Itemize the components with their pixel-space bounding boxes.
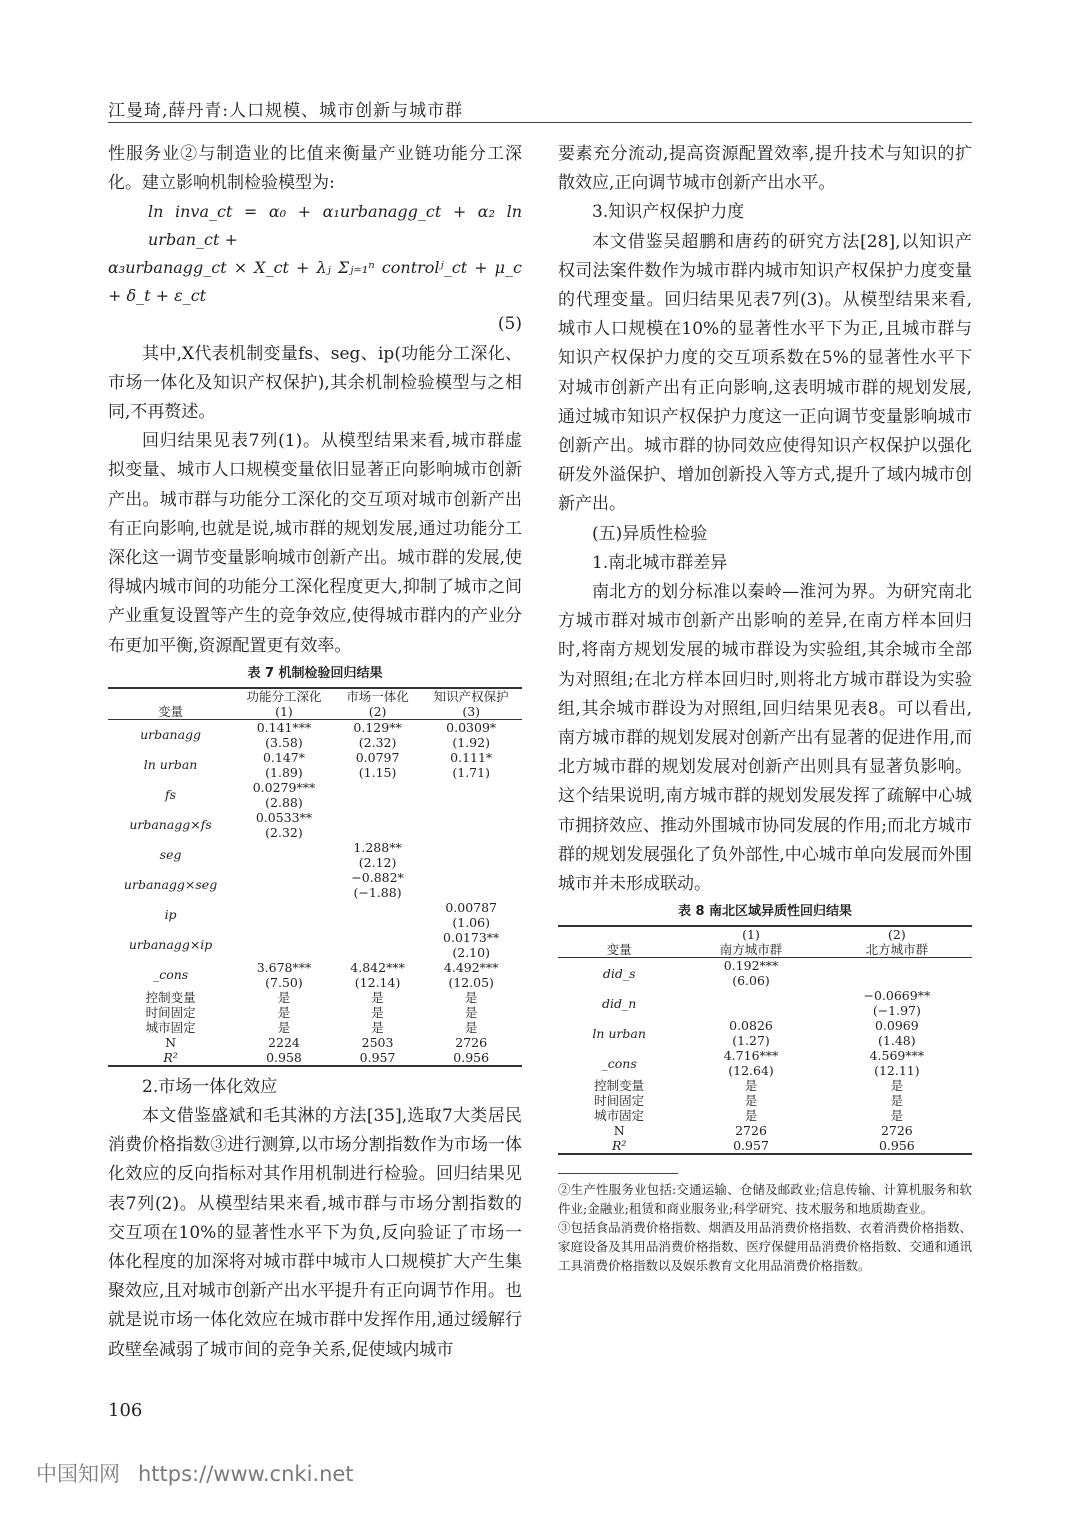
table-header-cell: 变量 xyxy=(108,688,233,720)
table-cell: 0.957 xyxy=(335,1050,421,1066)
row-label: 城市固定 xyxy=(145,1019,196,1035)
table-cell xyxy=(335,930,421,960)
table-row xyxy=(108,990,522,1005)
row-label: ln urban xyxy=(143,757,198,773)
section-heading: 1.南北城市群差异 xyxy=(592,552,728,573)
table-cell: 0.129** (2.32) xyxy=(353,719,402,750)
table-cell: 0.0309* (1.92) xyxy=(446,719,497,750)
table-row xyxy=(558,1138,972,1154)
table-caption: 表 8 南北区域异质性回归结果 xyxy=(677,904,853,920)
table-row xyxy=(558,958,972,989)
table-cell: 是 xyxy=(890,1108,904,1124)
table-cell xyxy=(233,900,335,930)
table-cell xyxy=(233,930,335,960)
table-cell: 0.0533** (2.32) xyxy=(255,809,313,840)
table-cell xyxy=(420,840,522,870)
row-label: _cons xyxy=(601,1055,637,1071)
table-cell: 4.842*** (12.14) xyxy=(350,959,405,990)
table-cell: 是 xyxy=(464,1019,478,1035)
table-row xyxy=(108,780,522,810)
table-header-cell: 知识产权保护 (3) xyxy=(420,688,522,720)
table-cell: 0.0969 (1.48) xyxy=(874,1018,919,1049)
footnote-rule xyxy=(558,1173,678,1174)
table-cell: 0.0279*** (2.88) xyxy=(252,779,316,810)
row-label: 控制变量 xyxy=(145,989,196,1005)
table-cell: 3.678*** (7.50) xyxy=(256,959,312,990)
paragraph: 本文借鉴盛斌和毛其淋的方法[35],选取7大类居民消费价格指数③进行测算,以市场分割指数作为市场一体化效应的反向指标对其作用机制进行检验。回归结果见表7列(2)。从模型结果来看,城市群与市场分割指数的交互项在10%的显著性水平下为负,反向验证了市场一体化程度的加深将对城市群中城市人口规模扩大产生集聚效应,且对城市创新产出水平提升有正向调节作用。也就是说市场一体化效应在城市群中发挥作用,通过缓解行政壁垒减弱了城市间的竞争关系,促使域内城市 xyxy=(108,1106,522,1360)
table-cell: −0.882* (−1.88) xyxy=(351,869,404,900)
table-cell: 0.147* (1.89) xyxy=(262,749,305,780)
paragraph: 其中,X代表机制变量fs、seg、ip(功能分工深化、市场一体化及知识产权保护),其余机制检验模型与之相同,不再赘述。 xyxy=(108,343,522,423)
table-header-cell: (2) 北方城市群 xyxy=(822,926,972,958)
row-label: 时间固定 xyxy=(145,1004,196,1020)
table-row xyxy=(558,988,972,1018)
row-label: 城市固定 xyxy=(594,1108,645,1124)
table-8 xyxy=(558,925,972,1155)
table-row xyxy=(108,870,522,900)
paragraph: 南北方的划分标准以秦岭—淮河为界。为研究南北方城市群对城市创新产出影响的差异,在南方样本回归时,将南方规划发展的城市群设为实验组,其余城市全部为对照组;在北方样本回归时,则将北方城市群设为实验组,其余城市群设为对照组,回归结果见表8。可以看出,南方城市群的规划发展对创新产出有显著的促进作用,而北方城市群的规划发展对创新产出则具有显著负影响。这个结果说明,南方城市群的规划发展发挥了疏解中心城市拥挤效应、推动外围城市协同发展的作用;而北方城市群的规划发展强化了负外部性,中心城市单向发展而外围城市并未形成联动。 xyxy=(558,582,972,895)
table-cell: 0.00787 (1.06) xyxy=(445,899,498,930)
paragraph: 要素充分流动,提高资源配置效率,提升技术与知识的扩散效应,正向调节城市创新产出水平。 xyxy=(558,144,972,194)
table-cell xyxy=(420,810,522,840)
table-cell: 是 xyxy=(744,1078,758,1094)
table-cell: 是 xyxy=(890,1078,904,1094)
row-label: did_n xyxy=(602,995,637,1011)
table-header-cell: (1) 南方城市群 xyxy=(680,926,821,958)
table-cell: 是 xyxy=(277,1004,291,1020)
table-cell: 0.958 xyxy=(233,1050,335,1066)
table-cell xyxy=(335,780,421,810)
row-label: ip xyxy=(164,907,177,923)
table-caption: 表 7 机制检验回归结果 xyxy=(247,665,383,681)
table-row xyxy=(108,719,522,750)
row-label: urbanagg×seg xyxy=(123,877,218,893)
row-label: did_s xyxy=(602,965,636,981)
table-cell xyxy=(335,810,421,840)
table-header-cell: 变量 xyxy=(558,926,680,958)
table-header-cell: 功能分工深化 (1) xyxy=(233,688,335,720)
table-cell xyxy=(680,988,821,1018)
table-cell: −0.0669** (−1.97) xyxy=(863,988,931,1019)
table-row xyxy=(108,1035,522,1050)
running-header: 江曼琦,薛丹青:人口规模、城市创新与城市群 xyxy=(108,101,464,121)
row-label: 控制变量 xyxy=(594,1078,645,1094)
page-number: 106 xyxy=(108,1400,143,1421)
section-heading: (五)异质性检验 xyxy=(592,523,708,544)
table-row xyxy=(558,1123,972,1138)
right-column xyxy=(558,140,972,1275)
formula-line: ln inva_ct = α₀ + α₁urbanagg_ct + α₂ ln urban_ct + xyxy=(148,202,522,250)
table-row xyxy=(108,1005,522,1020)
table-row xyxy=(558,1018,972,1048)
table-cell: 0.957 xyxy=(680,1138,821,1154)
row-label: fs xyxy=(165,787,177,803)
row-label: urbanagg×ip xyxy=(128,937,213,953)
table-cell: 0.956 xyxy=(822,1138,972,1154)
row-label: seg xyxy=(159,847,182,863)
paragraph: 本文借鉴吴超鹏和唐药的研究方法[28],以知识产权司法案件数作为城市群内城市知识产权保护力度变量的代理变量。回归结果见表7列(3)。从模型结果来看,城市人口规模在10%的显著性水平下为正,且城市群与知识产权保护力度的交互项系数在5%的显著性水平下对城市创新产出有正向影响,这表明城市群的规划发展,通过城市知识产权保护力度这一正向调节变量影响城市创新产出。城市群的协同效应使得知识产权保护以强化研发外溢保护、增加创新投入等方式,提升了域内城市创新产出。 xyxy=(558,231,972,515)
table-row xyxy=(108,1050,522,1066)
table-cell: 是 xyxy=(371,989,384,1005)
row-label: _cons xyxy=(152,967,189,983)
table-row xyxy=(558,1048,972,1078)
watermark xyxy=(36,1458,354,1488)
row-label: R² xyxy=(108,1050,233,1066)
table-cell xyxy=(420,870,522,900)
table-cell: 0.0797 (1.15) xyxy=(355,749,400,780)
table-cell: 2503 xyxy=(361,1034,394,1050)
table-cell: 0.956 xyxy=(420,1050,522,1066)
table-cell: 2224 xyxy=(268,1034,300,1050)
table-cell: 是 xyxy=(277,989,291,1005)
row-label: R² xyxy=(558,1138,680,1154)
table-row xyxy=(108,1020,522,1035)
row-label: urbanagg×fs xyxy=(129,817,212,833)
table-cell xyxy=(822,958,972,989)
table-cell: 0.141*** (3.58) xyxy=(256,719,312,750)
row-label: N xyxy=(165,1034,177,1050)
row-label: ln urban xyxy=(592,1025,646,1041)
table-cell xyxy=(335,900,421,930)
table-row xyxy=(558,1093,972,1108)
table-row xyxy=(108,750,522,780)
table-cell: 4.569*** (12.11) xyxy=(869,1048,925,1079)
table-row xyxy=(108,900,522,930)
table-cell: 2726 xyxy=(455,1034,488,1050)
table-cell: 4.492*** (12.05) xyxy=(443,959,499,990)
table-cell: 0.192*** (6.06) xyxy=(723,958,779,989)
row-label: 时间固定 xyxy=(594,1093,645,1109)
table-row xyxy=(108,810,522,840)
table-row xyxy=(108,840,522,870)
table-cell: 4.716*** (12.64) xyxy=(723,1048,779,1079)
table-cell xyxy=(233,840,335,870)
watermark-brand: 中国知网 xyxy=(36,1462,120,1486)
table-cell: 0.111* (1.71) xyxy=(450,749,493,780)
table-cell: 0.0826 (1.27) xyxy=(729,1018,773,1049)
table-cell: 是 xyxy=(744,1093,758,1109)
table-cell: 是 xyxy=(277,1019,291,1035)
watermark-url: https://www.cnki.net xyxy=(138,1462,354,1486)
table-cell: 是 xyxy=(371,1019,384,1035)
table-row xyxy=(558,1108,972,1123)
paragraph: 性服务业②与制造业的比值来衡量产业链功能分工深化。建立影响机制检验模型为: xyxy=(108,144,522,194)
paragraph: 回归结果见表7列(1)。从模型结果来看,城市群虚拟变量、城市人口规模变量依旧显著正向影响城市创新产出。城市群与功能分工深化的交互项对城市创新产出有正向影响,也就是说,城市群的规划发展,通过功能分工深化这一调节变量影响城市创新产出。城市群的发展,使得城内城市间的功能分工深化程度更大,抑制了城市之间产业重复设置等产生的竞争效应,使得城市群内的产业分布更加平衡,资源配置更有效率。 xyxy=(108,431,522,656)
table-row xyxy=(108,930,522,960)
row-label: urbanagg xyxy=(140,727,202,743)
table-cell: 是 xyxy=(464,989,478,1005)
table-cell: 2726 xyxy=(880,1123,913,1139)
table-row xyxy=(558,1078,972,1093)
footnote: ③包括食品消费价格指数、烟酒及用品消费价格指数、衣着消费价格指数、家庭设备及其用品消费价格指数、医疗保健用品消费价格指数、交通和通讯工具消费价格指数以及娱乐教育文化用品消费价格指数。 xyxy=(558,1220,972,1274)
left-column xyxy=(108,140,522,1365)
table-cell: 0.0173** (2.10) xyxy=(443,929,500,960)
table-cell: 是 xyxy=(371,1004,384,1020)
table-cell xyxy=(233,870,335,900)
table-cell xyxy=(420,780,522,810)
row-label: N xyxy=(613,1123,625,1139)
table-row xyxy=(108,960,522,990)
footnote: ②生产性服务业包括:交通运输、仓储及邮政业;信息传输、计算机服务和软件业;金融业;租赁和商业服务业;科学研究、技术服务和地质勘查业。 xyxy=(558,1182,972,1217)
equation-number: (5) xyxy=(497,314,522,335)
table-cell: 是 xyxy=(464,1004,478,1020)
table-7 xyxy=(108,687,522,1067)
table-header-cell: 市场一体化 (2) xyxy=(335,688,421,720)
section-heading: 3.知识产权保护力度 xyxy=(592,202,745,223)
header-rule xyxy=(108,122,972,123)
formula-line: α₃urbanagg_ct × X_ct + λⱼ Σⱼ₌₁ⁿ controlʲ_ct + μ_c + δ_t + ε_ct xyxy=(108,258,522,306)
table-cell: 是 xyxy=(890,1093,904,1109)
table-cell: 1.288** (2.12) xyxy=(353,839,402,870)
section-heading: 2.市场一体化效应 xyxy=(142,1076,278,1097)
table-cell: 2726 xyxy=(735,1123,767,1139)
table-cell: 是 xyxy=(744,1108,758,1124)
